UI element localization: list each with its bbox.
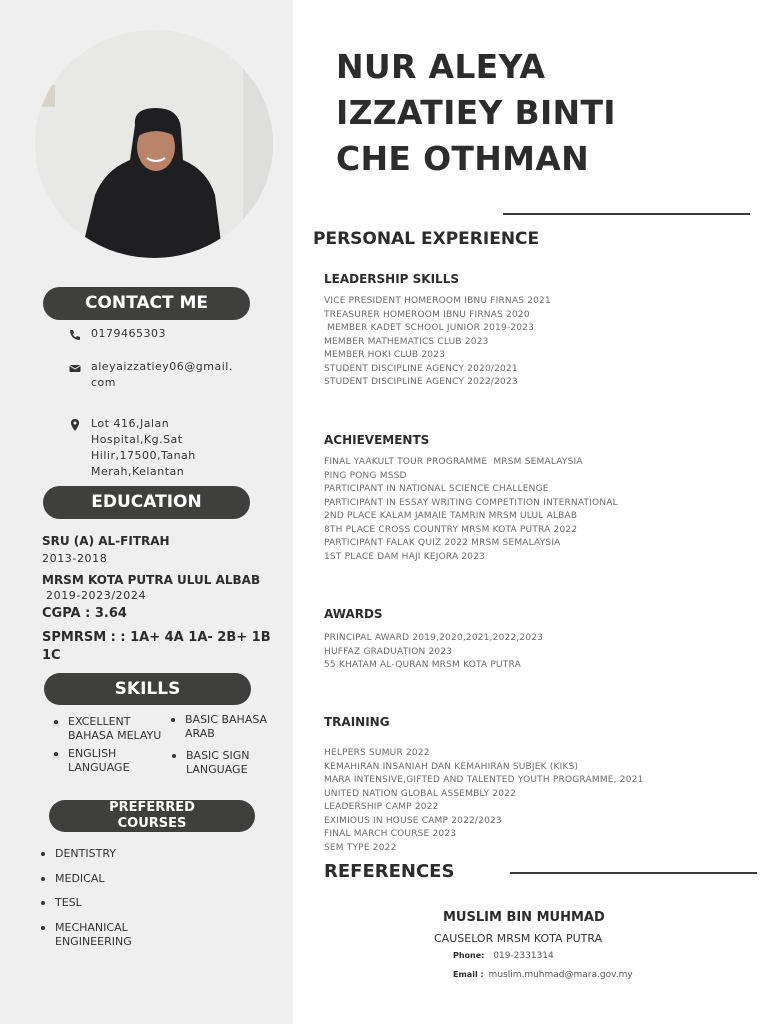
skill-line: LANGUAGE (186, 763, 248, 776)
list-item: VICE PRESIDENT HOMEROOM IBNU FIRNAS 2021 (324, 296, 551, 306)
reference-role: CAUSELOR MRSM KOTA PUTRA (434, 932, 603, 945)
location-pin-icon (68, 418, 82, 432)
name-line: NUR ALEYA (336, 47, 546, 86)
list-item: PARTICIPANT IN ESSAY WRITING COMPETITION INTERNATIONAL (324, 497, 618, 508)
divider-line (510, 872, 757, 874)
list-item: 2ND PLACE KALAM JAMAIE TAMRIN MRSM ULUL ALBAB (324, 511, 578, 521)
list-item: MARA INTENSIVE,GIFTED AND TALENTED YOUTH PROGRAMME, 2021 (324, 775, 644, 785)
reference-name: MUSLIM BIN MUHMAD (443, 910, 605, 925)
course-item: TESL (55, 896, 82, 909)
awards-title: AWARDS (324, 607, 383, 621)
address-text (91, 416, 196, 480)
awards-list (324, 632, 543, 673)
list-item: EXIMIOUS IN HOUSE CAMP 2022/2023 (324, 815, 502, 826)
phone-icon (68, 328, 82, 342)
list-item: MEMBER HOKI CLUB 2023 (324, 350, 446, 360)
profile-photo (35, 30, 273, 258)
skill-item (68, 715, 161, 743)
skill-item (185, 713, 267, 741)
address-line: Merah,Kelantan (91, 465, 185, 478)
list-item: 55 KHATAM AL-QURAN MRSM KOTA PUTRA (324, 660, 521, 670)
phone-text: 0179465303 (91, 327, 166, 340)
school-1: SRU (A) AL-FITRAH (42, 534, 170, 548)
list-item: PARTICIPANT FALAK QUIZ 2022 MRSM SEMALAYSIA (324, 538, 561, 548)
list-item: STUDENT DISCIPLINE AGENCY 2022/2023 (324, 377, 518, 387)
training-title: TRAINING (324, 715, 390, 729)
training-list (324, 747, 644, 855)
skill-line: ENGLISH (68, 747, 117, 760)
reference-phone (453, 951, 554, 961)
skill-line: BAHASA MELAYU (68, 729, 162, 742)
list-item: MEMBER KADET SCHOOL JUNIOR 2019-2023 (324, 323, 535, 333)
achievements-list (324, 456, 618, 564)
courses-heading (49, 800, 255, 832)
phone-value: 019-2331314 (493, 951, 554, 961)
list-item: PRINCIPAL AWARD 2019,2020,2021,2022,2023 (324, 633, 544, 643)
list-item: TREASURER HOMEROOM IBNU FIRNAS 2020 (324, 309, 530, 320)
list-item: LEADERSHIP CAMP 2022 (324, 802, 439, 812)
list-item: STUDENT DISCIPLINE AGENCY 2020/2021 (324, 363, 518, 374)
address-line: Lot 416,Jalan (91, 417, 170, 430)
skill-item (68, 747, 130, 775)
list-item: MEMBER MATHEMATICS CLUB 2023 (324, 336, 489, 347)
list-item: UNITED NATION GLOBAL ASSEMBLY 2022 (324, 788, 517, 799)
leadership-title: LEADERSHIP SKILLS (324, 272, 459, 286)
spm-line: 1C (42, 648, 61, 663)
skill-line: ARAB (185, 727, 215, 740)
address-line: Hilir,17500,Tanah (91, 449, 196, 462)
skill-line: BASIC SIGN (186, 749, 250, 762)
divider-line (503, 213, 750, 215)
skill-line: BASIC BAHASA (185, 713, 268, 726)
phone-label: Phone: (453, 951, 485, 960)
skill-line: EXCELLENT (68, 715, 131, 728)
school-2-years: 2019-2023/2024 (46, 589, 147, 602)
list-item: PING PONG MSSD (324, 470, 407, 481)
list-item: KEMAHIRAN INSANIAH DAN KEMAHIRAN SUBJEK (KIKS) (324, 761, 579, 772)
name-line: IZZATIEY BINTI (336, 93, 616, 132)
achievements-title: ACHIEVEMENTS (324, 433, 430, 447)
list-item: SEM TYPE 2022 (324, 842, 397, 853)
education-heading: EDUCATION (43, 486, 250, 519)
courses-heading-line: PREFERRED (109, 800, 195, 815)
course-item (55, 921, 132, 949)
course-line: ENGINEERING (55, 935, 132, 948)
school-1-years: 2013-2018 (42, 552, 108, 565)
reference-email (453, 970, 633, 980)
email-icon (68, 361, 82, 375)
leadership-list (324, 295, 551, 390)
list-item: 8TH PLACE CROSS COUNTRY MRSM KOTA PUTRA 2022 (324, 524, 578, 535)
courses-heading-line: COURSES (117, 816, 187, 831)
list-item: FINAL MARCH COURSE 2023 (324, 829, 457, 839)
personal-experience-heading: PERSONAL EXPERIENCE (313, 229, 540, 249)
list-item: FINAL YAAKULT TOUR PROGRAMME MRSM SEMALAYSIA (324, 457, 583, 467)
skill-line: LANGUAGE (68, 761, 130, 774)
references-heading: REFERENCES (324, 861, 455, 882)
cgpa: CGPA : 3.64 (42, 606, 127, 621)
email-label: Email : (453, 970, 484, 979)
course-item: DENTISTRY (55, 847, 116, 860)
list-item: PARTICIPANT IN NATIONAL SCIENCE CHALLENGE (324, 484, 549, 494)
email-value: muslim.muhmad@mara.gov.my (488, 970, 633, 980)
spm-result (42, 629, 271, 665)
skill-item (186, 749, 249, 777)
course-item: MEDICAL (55, 872, 105, 885)
list-item: HELPERS SUMUR 2022 (324, 748, 430, 758)
email-text (91, 359, 233, 391)
email-line: aleyaizzatiey06@gmail. (91, 360, 233, 373)
skills-heading: SKILLS (44, 673, 251, 705)
address-line: Hospital,Kg.Sat (91, 433, 183, 446)
list-item: HUFFAZ GRADUATION 2023 (324, 646, 453, 657)
name-line: CHE OTHMAN (336, 139, 590, 178)
course-line: MECHANICAL (55, 921, 128, 934)
contact-heading: CONTACT ME (43, 287, 250, 320)
email-line: com (91, 376, 116, 389)
list-item: 1ST PLACE DAM HAJI KEJORA 2023 (324, 551, 486, 562)
school-2: MRSM KOTA PUTRA ULUL ALBAB (42, 573, 261, 587)
spm-line: SPMRSM : : 1A+ 4A 1A- 2B+ 1B (42, 630, 271, 645)
full-name (336, 44, 616, 182)
